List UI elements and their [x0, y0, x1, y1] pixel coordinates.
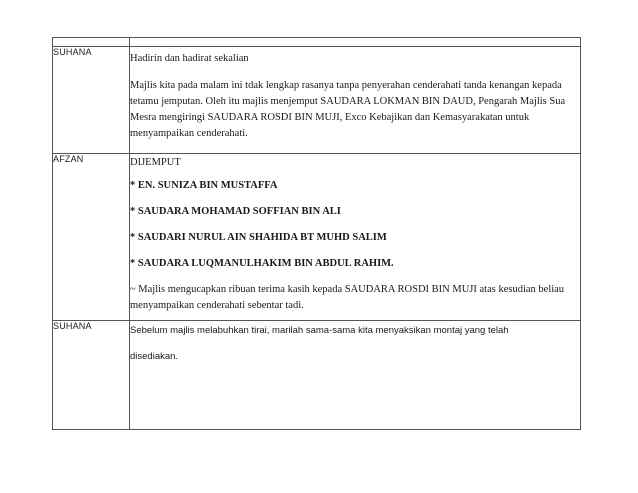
- table-row: [53, 47, 581, 154]
- table-row: [53, 321, 581, 430]
- event-script-table: [52, 37, 581, 430]
- guest-name: * SAUDARA MOHAMAD SOFFIAN BIN ALI: [130, 206, 341, 217]
- guest-name: * SAUDARI NURUL AIN SHAHIDA BT MUHD SALIM: [130, 232, 387, 243]
- closing-text-end: disediakan.: [130, 351, 179, 362]
- line-cell: [130, 321, 581, 430]
- line-cell: [130, 47, 581, 154]
- closing-text: Sebelum majlis melabuhkan tirai, marilah sama-sama kita menyaksikan montaj yang telah: [130, 325, 509, 336]
- table-header-row: [53, 38, 581, 47]
- guest-name: * SAUDARA LUQMANULHAKIM BIN ABDUL RAHIM.: [130, 258, 394, 269]
- line-cell: [130, 154, 581, 321]
- invite-heading: DIJEMPUT: [130, 157, 181, 168]
- presentation-announcement: Majlis kita pada malam ini tdak lengkap rasanya tanpa penyerahan cenderahati tanda kenangan kepada tetamu jemputan. Oleh itu majlis menjemput SAUDARA LOKMAN BIN DAUD, Pengarah Majlis Sua Mesra mengiringi SAUDARA ROSDI BIN MUJI, Exco Kebajikan dan Kemasyarakatan untuk menyampaikan cenderahati.: [130, 80, 566, 139]
- speaker-cell: SUHANA: [53, 47, 130, 154]
- speaker-cell: AFZAN: [53, 154, 130, 321]
- thanks-text: ~ Majlis mengucapkan ribuan terima kasih kepada SAUDARA ROSDI BIN MUJI atas kesudian beliau menyampaikan cenderahati sebentar tadi.: [130, 284, 565, 311]
- table-row: [53, 154, 581, 321]
- guest-name: * EN. SUNIZA BIN MUSTAFFA: [130, 180, 278, 191]
- header-line-cell: [130, 38, 581, 47]
- header-speaker-cell: [53, 38, 130, 47]
- greeting-text: Hadirin dan hadirat sekalian: [130, 53, 249, 64]
- speaker-cell: SUHANA: [53, 321, 130, 430]
